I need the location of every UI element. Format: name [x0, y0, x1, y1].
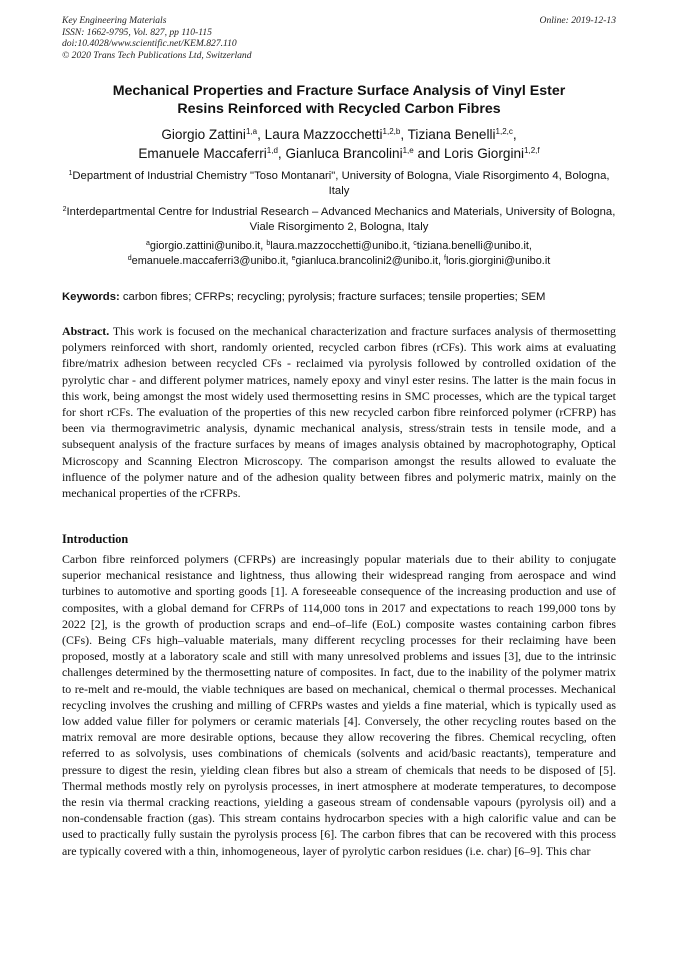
doi-line: doi:10.4028/www.scientific.net/KEM.827.110 [62, 38, 237, 50]
introduction-paragraph: Carbon fibre reinforced polymers (CFRPs) are increasingly popular materials due to their ability to conjugate superior mechanical resistance and lightness, thus allowing their widespread ranging from aerospace and wind turbines to automotive and sporting goods [1]. A foreseeable consequence of the increasing production and use of composites, with a global demand for CFRPs of 114,000 tons in 2017 and expectations to reach 199,000 tons by 2022 [2], is the growth of production scraps and end–of–life (EoL) composite wastes containing carbon fibres (CFs). Being CFs high–valuable materials, many different recycling processes for their reclaiming have been proposed, mostly at a laboratory scale and still with many unresolved problems and issues [3], due to the intrinsic challenges determined by the thermosetting nature of composites. In fact, due to the inability of the polymer matrix to re-melt and re-mould, the viable techniques are based on mechanical, chemical o thermal processes. Mechanical recycling involves the crushing and milling of CFRPs wastes and yields a fine material, which is typically used as low added value filler for polymers or ceramic materials [4]. Conversely, the other recycling routes based on the matrix removal are more desirable options, because they allow recovering the fibres. Chemical recycling, often referred to as solvolysis, uses combinations of chemicals (solvents and acid/basic reactants), temperature and pressure to digest the resin, yielding clean fibres but also a stream of chemicals that needs to be disposed of [5]. Thermal methods mostly rely on pyrolysis processes, in inert atmosphere at moderate temperatures, to decompose the resin via thermal cracking reactions, yielding a gaseous stream of condensable vapours (pyrolysis oil) and a non-condensable fraction (gas). This stream contains hydrocarbon species with a high calorific value and can be used to practically fully sustain the pyrolysis process [6]. The carbon fibres that can be recovered with this process are typically covered with a thin, inhomogeneous, layer of pyrolytic carbon residues (i.e. char) [6–9]. This char [62, 552, 616, 858]
author-name: Gianluca Brancolini [285, 146, 403, 161]
email-sup: b [266, 240, 271, 247]
author-name: Giorgio Zattini [161, 127, 246, 142]
email-sup: e [291, 255, 296, 262]
email-address[interactable]: loris.giorgini@unibo.it [445, 255, 551, 267]
author-separator: , [257, 127, 265, 142]
author-list [62, 125, 616, 163]
email-sup: f [444, 255, 446, 262]
email-address[interactable]: giorgio.zattini@unibo.it, [149, 240, 267, 252]
abstract-text: This work is focused on the mechanical characterization and fracture surfaces analysis of thermosetting polymers reinforced with short, randomly oriented, recycled carbon fibres (rCFs). This work aims at evaluating fibre/matrix adhesion between recycled CFs - reclaimed via pyrolysis followed by controlled oxidation of the pyrolytic char - and different polymer matrices, namely epoxy and vinyl ester resins. The latter is the main focus in this work, being amongst the most widely used thermosetting resins in SMC processes, which are the typical target for short rCFs. The evaluation of the properties of this new recycled carbon fibre reinforced polymer (rCFRP) has been via thermogravimetric analysis, dynamic mechanical analysis, stress/strain tests in tensile mode, and a subsequent analysis of the fracture surfaces by means of images analysis obtained by macrophotography, Optical Microscopy and Scanning Electron Microscopy. The comparison amongst the results allowed to evaluate the influence of the polymer nature and of the adhesion quality between fibres and polymeric matrix, mainly on the mechanical properties of the rCFRPs. [62, 324, 616, 501]
abstract-paragraph [62, 323, 616, 501]
author-affil-sup: 1,a [245, 127, 258, 136]
email-address[interactable]: gianluca.brancolini2@unibo.it, [295, 255, 445, 267]
author-separator: , [512, 127, 517, 142]
section-heading-introduction: Introduction [62, 532, 129, 546]
email-address[interactable]: tiziana.benelli@unibo.it, [416, 240, 532, 252]
affiliation-1 [62, 169, 616, 199]
online-date: Online: 2019-12-13 [539, 15, 616, 26]
keywords-text: carbon fibres; CFRPs; recycling; pyrolysis; fracture surfaces; tensile properties; SEM [119, 291, 546, 303]
email-address[interactable]: laura.mazzocchetti@unibo.it, [270, 240, 414, 252]
author-name: Loris Giorgini [443, 146, 525, 161]
affiliation-2 [62, 205, 616, 235]
abstract-label: Abstract. [62, 324, 110, 338]
paper-title [62, 82, 616, 118]
author-affil-sup: 1,2,b [382, 127, 401, 136]
affiliation-text: Department of Industrial Chemistry "Toso Montanari", University of Bologna, Viale Risorgimento 4, Bologna, Italy [72, 170, 610, 197]
title-line-1: Mechanical Properties and Fracture Surface Analysis of Vinyl Ester [112, 83, 566, 99]
keywords-line [62, 290, 616, 304]
author-name: Emanuele Maccaferri [138, 146, 267, 161]
author-separator: and [413, 146, 444, 161]
email-sup: c [413, 240, 417, 247]
author-separator: , [400, 127, 408, 142]
copyright-line: © 2020 Trans Tech Publications Ltd, Switzerland [62, 49, 252, 61]
email-address[interactable]: emanuele.maccaferri3@unibo.it, [131, 255, 292, 267]
affiliation-text: Interdepartmental Centre for Industrial Research – Advanced Mechanics and Materials, University of Bologna, Viale Risorgimento 2, Bologna, Italy [66, 206, 616, 233]
affiliation-sup: 2 [62, 206, 67, 213]
email-sup: d [127, 255, 132, 262]
journal-header [62, 15, 616, 61]
author-separator: , [277, 146, 286, 161]
author-affil-sup: 1,2,c [495, 127, 513, 136]
affiliation-sup: 1 [68, 170, 73, 177]
journal-name: Key Engineering Materials [62, 15, 167, 26]
title-line-2: Resins Reinforced with Recycled Carbon Fibres [177, 101, 501, 117]
author-name: Laura Mazzocchetti [264, 127, 383, 142]
author-name: Tiziana Benelli [407, 127, 496, 142]
author-affil-sup: 1,d [266, 146, 278, 155]
author-affil-sup: 1,e [402, 146, 414, 155]
keywords-label: Keywords: [62, 291, 120, 303]
author-affil-sup: 1,2,f [524, 146, 540, 155]
issn-line: ISSN: 1662-9795, Vol. 827, pp 110-115 [62, 26, 212, 38]
email-sup: a [146, 240, 150, 247]
email-list [62, 239, 616, 269]
